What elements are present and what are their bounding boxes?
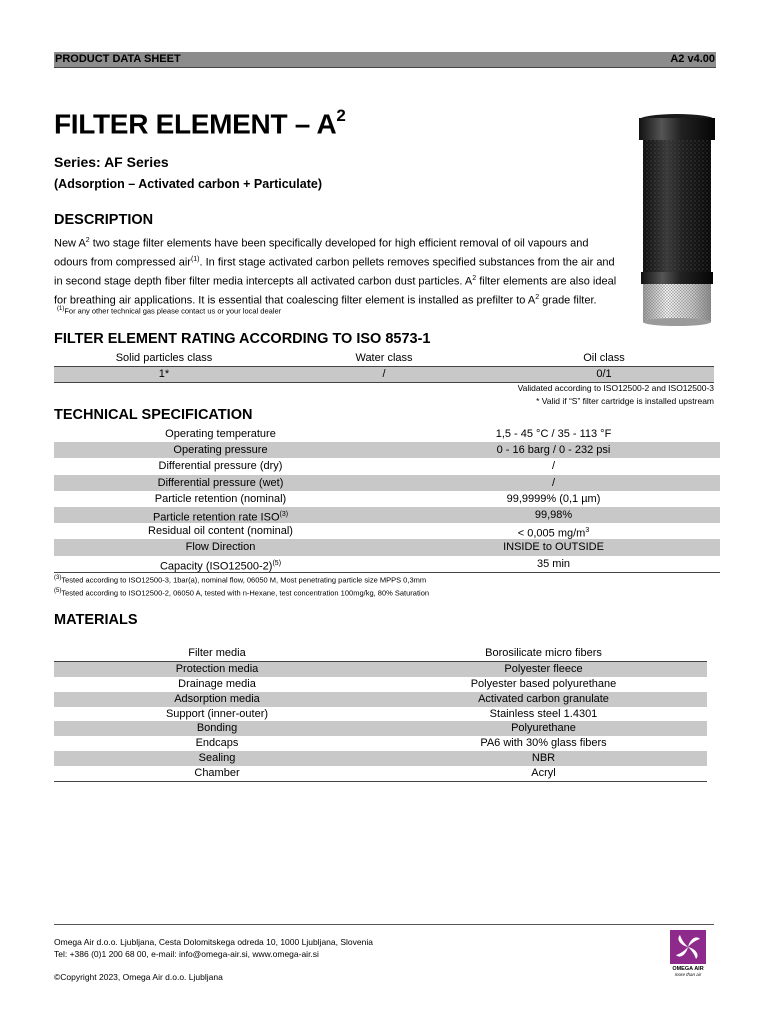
doc-version-label: A2 v4.00 <box>670 53 715 65</box>
rating-value-solid: 1* <box>158 368 170 380</box>
rating-header-row <box>54 350 714 366</box>
description-heading: DESCRIPTION <box>54 212 154 228</box>
spec-row-particle-retention: Particle retention (nominal) 99,9999% (0,1 µm) <box>154 492 601 505</box>
rating-note-validated: Validated according to ISO12500-2 and ISO12500-3 <box>517 383 714 393</box>
omega-air-logo-mark <box>670 930 706 964</box>
spec-row-residual-oil: Residual oil content (nominal) < 0,005 $mg/m^3$ <box>148 525 590 540</box>
footer-address: Omega Air d.o.o. Ljubljana, Cesta Dolomitskega odreda 10, 1000 Ljubljana, Slovenia <box>54 937 373 947</box>
materials-heading: MATERIALS <box>54 612 138 628</box>
rating-heading: FILTER ELEMENT RATING ACCORDING TO ISO 8573-1 <box>54 331 431 347</box>
materials-row-bonding: Bonding Polyurethane <box>54 721 707 736</box>
pinwheel-icon <box>670 930 706 964</box>
materials-row-sealing: Sealing NBR <box>54 751 707 766</box>
spec-row-flow-direction: Flow Direction INSIDE to OUTSIDE <box>54 539 720 555</box>
materials-row-support: Support (inner-outer) Stainless steel 1.4301 <box>165 707 598 720</box>
omega-air-logo <box>668 930 708 982</box>
spec-footnote-5: $^{(5)}$Tested according to ISO12500-2, 06050 A, tested with n-Hexane, test concentration 100mg/kg, 80% Saturation <box>54 588 430 598</box>
rating-value-water: / <box>382 368 386 380</box>
materials-row-drainage-media: Drainage media Polyester based polyurethane <box>178 677 617 690</box>
description-text: New $A^2$ two stage filter elements have been specifically developed for high efficient removal of oil vapours and odours from compressed air$^{(1)}$. In first stage activated carbon pellets removes specified substances from the air and in second stage depth fiber filter media intercepts all activated carbon dust particles. $A^2$ filter elements are also ideal for breathing air applications. It is essential that coalescing filter element is installed as prefilter to $A^2$ grade filter. <box>54 237 617 307</box>
materials-row-protection-media: Protection media Polyester fleece <box>54 662 707 677</box>
footer-divider <box>54 924 714 925</box>
rating-header-oil: Oil class <box>583 352 625 364</box>
omega-air-logo-tagline: more than air <box>674 972 702 977</box>
materials-row-adsorption-media: Adsorption media Activated carbon granulate <box>54 692 707 707</box>
rating-note-s-filter: * Valid if “S” filter cartridge is installed upstream <box>536 396 714 406</box>
footer-contact: Tel: +386 (0)1 200 68 00, e-mail: info@omega-air.si, www.omega-air.si <box>54 949 319 959</box>
spec-heading: TECHNICAL SPECIFICATION <box>54 407 253 423</box>
spec-row-diff-pressure-dry: Differential pressure (dry) / <box>158 460 556 473</box>
materials-row-endcaps: Endcaps PA6 with 30% glass fibers <box>195 737 607 750</box>
footer-copyright: ©Copyright 2023, Omega Air d.o.o. Ljubljana <box>54 972 223 982</box>
filter-element-image <box>634 112 720 330</box>
materials-row-chamber: Chamber Acryl <box>54 766 707 782</box>
spec-row-diff-pressure-wet: Differential pressure (wet) / <box>54 475 720 491</box>
doc-type-label: PRODUCT DATA SHEET <box>55 53 181 65</box>
subtitle: (Adsorption – Activated carbon + Particulate) <box>54 177 322 191</box>
spec-row-capacity: Capacity $(ISO12500-2)^{(5)}$ 35 min <box>159 557 571 573</box>
page-title-sup: 2 <box>336 106 346 125</box>
spec-row-particle-retention-rate: Particle retention rate ISO$^{(3)}$ 99,98% <box>54 507 720 523</box>
spec-row-operating-temperature: Operating temperature 1,5 - 45 °C / 35 - 113 °F <box>165 428 612 440</box>
materials-row-filter-media: Filter media Borosilicate micro fibers <box>54 646 707 662</box>
page-title <box>54 108 346 140</box>
rating-header-solid: Solid particles class <box>115 352 213 364</box>
rating-table <box>54 350 714 383</box>
spec-footnote-3: $^{(3)}$Tested according to ISO12500-3, 1bar(a), nominal flow, 06050 M, Most penetrating particle size MPPS 0,3mm <box>54 575 427 585</box>
description-footnote: $^{(1)}$For any other technical gas please contact us or your local dealer <box>57 306 282 316</box>
omega-air-logo-text: OMEGA AIR <box>672 966 704 972</box>
materials-table <box>54 646 707 782</box>
spec-row-operating-pressure: Operating pressure 0 - 16 barg / 0 - 232 psi <box>54 442 720 458</box>
page-title-text: FILTER ELEMENT – A <box>54 108 337 140</box>
series-label: Series: AF Series <box>54 154 169 170</box>
spec-table <box>54 426 720 573</box>
header-bar <box>54 52 716 68</box>
rating-value-row <box>54 366 714 383</box>
rating-value-oil: 0/1 <box>596 368 612 380</box>
rating-header-water: Water class <box>355 352 413 364</box>
